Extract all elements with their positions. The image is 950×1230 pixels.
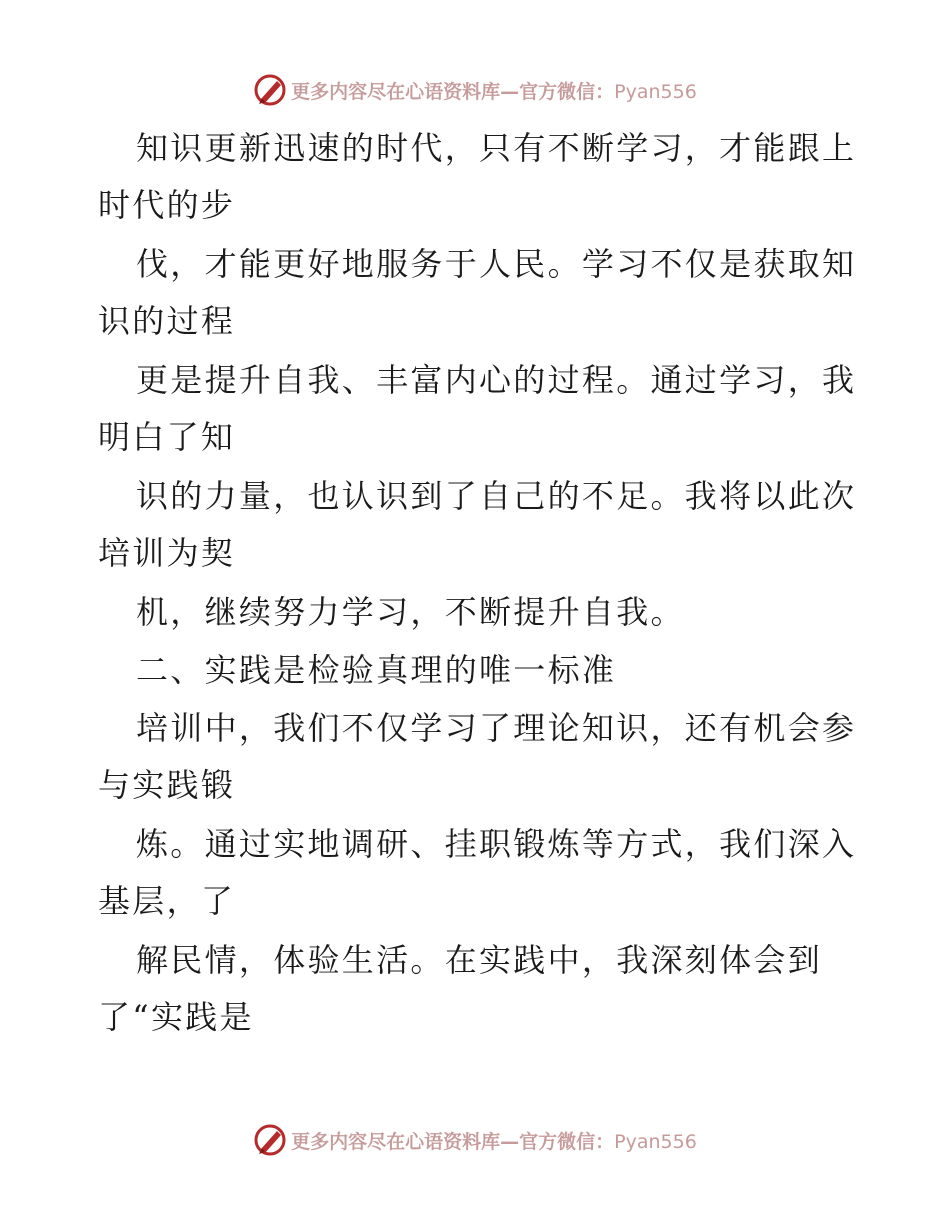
text-line: 了“实践是 (98, 998, 254, 1036)
text-line: 时代的步 (98, 186, 236, 224)
watermark-brand: 更多内容尽在心语资料库—官方微信： (291, 1130, 615, 1153)
text-line: 伐，才能更好地服务于人民。学习不仅是获取知 (136, 245, 857, 283)
section-heading: 二、实践是检验真理的唯一标准 (136, 651, 617, 689)
text-line: 更是提升自我、丰富内心的过程。通过学习，我 (136, 361, 857, 399)
text-line: 识的力量，也认识到了自己的不足。我将以此次 (136, 477, 857, 515)
watermark-id: Pyan556 (614, 1130, 697, 1153)
text-line: 基层，了 (98, 882, 236, 920)
watermark-id: Pyan556 (614, 80, 697, 103)
text-line: 培训为契 (98, 534, 236, 572)
watermark-text (291, 1127, 697, 1154)
text-line: 培训中，我们不仅学习了理论知识，还有机会参 (136, 709, 857, 747)
footer-watermark (0, 1120, 950, 1160)
text-line: 识的过程 (98, 302, 236, 340)
text-line: 解民情，体验生活。在实践中，我深刻体会到 (136, 941, 823, 979)
pen-logo-icon (253, 73, 287, 107)
header-watermark (0, 70, 950, 110)
watermark-text (291, 77, 697, 104)
text-line: 与实践锻 (98, 766, 236, 804)
watermark-brand: 更多内容尽在心语资料库—官方微信： (291, 80, 615, 103)
pen-logo-icon (253, 1123, 287, 1157)
text-line: 明白了知 (98, 418, 236, 456)
text-line: 炼。通过实地调研、挂职锻炼等方式，我们深入 (136, 825, 857, 863)
text-line: 知识更新迅速的时代，只有不断学习，才能跟上 (136, 129, 857, 167)
text-line: 机，继续努力学习，不断提升自我。 (136, 593, 685, 631)
